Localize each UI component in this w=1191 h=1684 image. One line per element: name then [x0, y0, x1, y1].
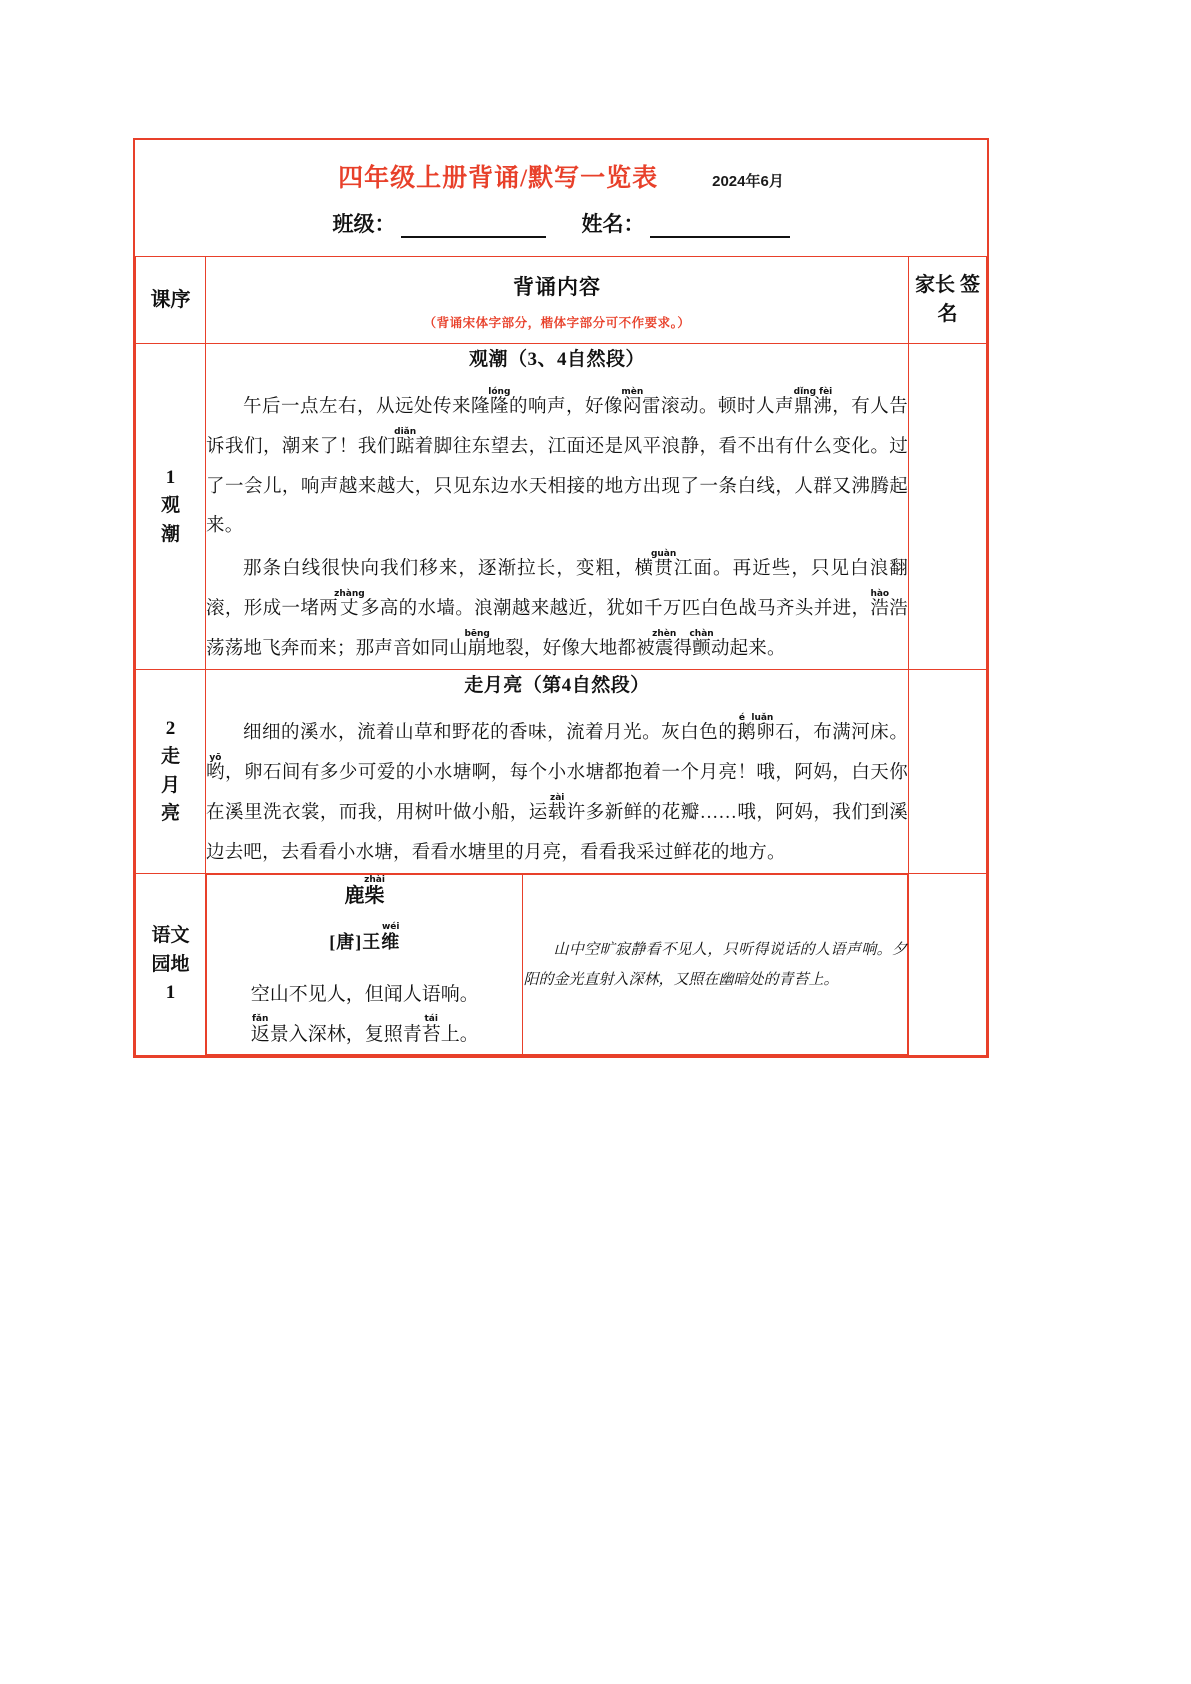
pinyin-annotation: lóng [488, 387, 511, 397]
pinyin-annotation: yō [206, 753, 225, 764]
text-run: 动起来。 [710, 638, 786, 659]
pinyin-annotation: bēng [464, 628, 490, 639]
header-cell-signature [909, 257, 987, 344]
table-row [136, 344, 987, 670]
poem-content-cell [206, 874, 909, 1056]
pinyin-annotated-text: 载zài [547, 792, 567, 823]
class-label: 班级： [332, 212, 396, 236]
pinyin-annotation: diǎn [394, 426, 417, 437]
header-cell-order [136, 257, 206, 344]
pinyin-annotation: dǐng fèi [793, 387, 833, 397]
pinyin-annotation: zài [547, 792, 567, 803]
text-run: 那条白线很快向我们移来，逐渐拉长，变粗，横 [243, 559, 655, 580]
page-title: 四年级上册背诵/默写一览表 [338, 165, 659, 192]
poem-translation-cell [523, 875, 908, 1055]
column-header-order: 课序 [150, 288, 191, 311]
class-input-blank[interactable] [401, 216, 546, 238]
pinyin-annotated-text: 隆lóng [488, 387, 511, 417]
signature-label-line2: 签名 [937, 274, 980, 325]
poem-line [207, 976, 522, 1014]
poem-title [207, 875, 522, 908]
text-run: 许多新鲜的花瓣……哦，阿妈，我们到溪边去吧，去看看小水塘，看看水塘里的月亮，看看我采过鲜花的地方。 [206, 802, 909, 863]
text-run: 得 [673, 638, 693, 659]
pinyin-annotated-text: 颤chàn [689, 628, 714, 659]
recitation-content-cell [206, 670, 909, 874]
lesson-name-char: 月 [160, 774, 180, 796]
column-header-note: （背诵宋体字部分，楷体字部分可不作要求。） [423, 316, 691, 330]
text-run: 午后一点左右，从远处传来隆 [243, 397, 490, 417]
pinyin-annotated-text: 鼎沸dǐng fèi [793, 387, 833, 417]
student-fields [135, 198, 987, 256]
lesson-number: 2 [165, 717, 176, 739]
pinyin-annotated-text: 维wéi [381, 922, 401, 953]
name-label: 姓名： [581, 212, 645, 236]
text-run: 着脚往东望去，江面还是风平浪静，看不出有什么变化。过了一会儿，响声越来越大，只见东边水天相接的地方出现了一条白线，人群又沸腾起来。 [206, 436, 908, 537]
text-run: 细细的溪水，流着山草和野花的香味，流着月光。灰白色的 [243, 723, 738, 744]
lesson-number: 1 [165, 466, 176, 488]
pinyin-annotated-text: 丈zhàng [334, 588, 365, 619]
worksheet-table [133, 138, 989, 1058]
class-field [333, 208, 546, 238]
pinyin-annotated-text: 哟yō [206, 753, 225, 784]
pinyin-annotated-text: 崩bēng [464, 628, 490, 659]
parent-signature-cell[interactable] [909, 670, 987, 874]
parent-signature-cell[interactable] [909, 344, 987, 670]
text-run: 空山不见人，但闻人语响。 [250, 984, 479, 1006]
recitation-content-cell [206, 344, 909, 670]
lesson-index-cell [136, 874, 206, 1056]
text-run: 多高的水墙。浪潮越来越近，犹如千万匹白色战马齐头并进， [360, 598, 871, 619]
pinyin-annotation: hào [870, 588, 890, 599]
pinyin-annotation: zhài [364, 875, 385, 886]
pinyin-annotated-text: 鹅卵é luǎn [737, 713, 776, 744]
text-run: 雷滚动。顿时人声 [641, 397, 794, 417]
lesson-name-char: 语文 [151, 925, 190, 947]
table-row [136, 874, 987, 1056]
section-title: 走月亮（第4自然段） [464, 675, 650, 697]
text-run: 江面。再近些，只见白浪翻滚，形成一堵两 [206, 559, 908, 619]
text-run: 上。 [440, 1024, 479, 1046]
text-run: 地裂，好像大地都被 [486, 638, 655, 659]
lesson-name-char: 1 [165, 982, 176, 1004]
pinyin-annotated-text: 返fǎn [250, 1014, 270, 1046]
parent-signature-cell[interactable] [909, 874, 987, 1056]
recitation-paragraph [206, 387, 908, 547]
recitation-paragraph [206, 713, 908, 873]
lesson-index-cell [136, 344, 206, 670]
pinyin-annotation: guàn [650, 549, 677, 560]
poem-author [207, 922, 522, 954]
lesson-name-char: 潮 [160, 523, 180, 545]
recitation-table [135, 256, 987, 1056]
lesson-name-char: 观 [160, 495, 180, 517]
pinyin-annotation: fǎn [250, 1014, 270, 1025]
name-field [582, 208, 790, 238]
document-date: 2024年6月 [712, 173, 784, 190]
pinyin-annotated-text: 贯guàn [650, 549, 677, 580]
pinyin-annotated-text: 闷mèn [621, 387, 644, 417]
recitation-paragraph [206, 549, 908, 669]
text-run: 景入深林，复照青 [269, 1024, 422, 1046]
text-run: ，有人告诉我们，潮来了！我们 [206, 397, 908, 457]
text-run: ，卵石间有多少可爱的小水塘啊，每个小水塘都抱着一个月亮！哦，阿妈，白天你在溪里洗衣裳，而我，用树叶做小船，运 [206, 763, 908, 823]
text-run: 鹿 [344, 885, 365, 908]
pinyin-annotated-text: 浩hào [870, 588, 890, 619]
pinyin-annotation: mèn [621, 387, 644, 397]
document-header [135, 140, 987, 198]
pinyin-annotation: wéi [381, 922, 401, 933]
text-run: 的响声，好像 [508, 397, 623, 417]
pinyin-annotated-text: 踮diǎn [394, 426, 417, 457]
column-header-signature [909, 261, 986, 339]
pinyin-annotated-text: 苔tái [421, 1014, 441, 1046]
text-run: 石，布满河床。 [775, 723, 909, 744]
pinyin-annotation: chàn [689, 628, 714, 639]
text-run: [唐]王 [329, 932, 382, 953]
lesson-index-cell [136, 670, 206, 874]
pinyin-annotated-text: 震zhèn [652, 628, 677, 659]
table-row [136, 670, 987, 874]
poem-block [207, 875, 523, 1055]
table-header-row [136, 257, 987, 344]
section-title: 观潮（3、4自然段） [468, 349, 645, 370]
lesson-name-char: 走 [160, 746, 180, 768]
pinyin-annotated-text: 柴zhài [364, 875, 385, 908]
poem-line [207, 1014, 522, 1054]
column-header-content: 背诵内容 [513, 275, 601, 299]
pinyin-annotation: tái [421, 1014, 441, 1025]
pinyin-annotation: zhèn [652, 628, 677, 639]
pinyin-annotation: é luǎn [737, 713, 775, 724]
header-cell-content [206, 257, 909, 344]
lesson-name-char: 亮 [160, 803, 180, 825]
signature-label-line1: 家长 [915, 274, 955, 296]
text-run: 浩荡荡地飞奔而来；那声音如同山 [206, 598, 908, 659]
poem-translation: 山中空旷寂静看不见人，只听得说话的人语声响。夕阳的金光直射入深林，又照在幽暗处的青苔上。 [523, 941, 907, 988]
lesson-name-char: 园地 [151, 953, 190, 975]
name-input-blank[interactable] [650, 216, 790, 238]
pinyin-annotation: zhàng [334, 588, 365, 599]
